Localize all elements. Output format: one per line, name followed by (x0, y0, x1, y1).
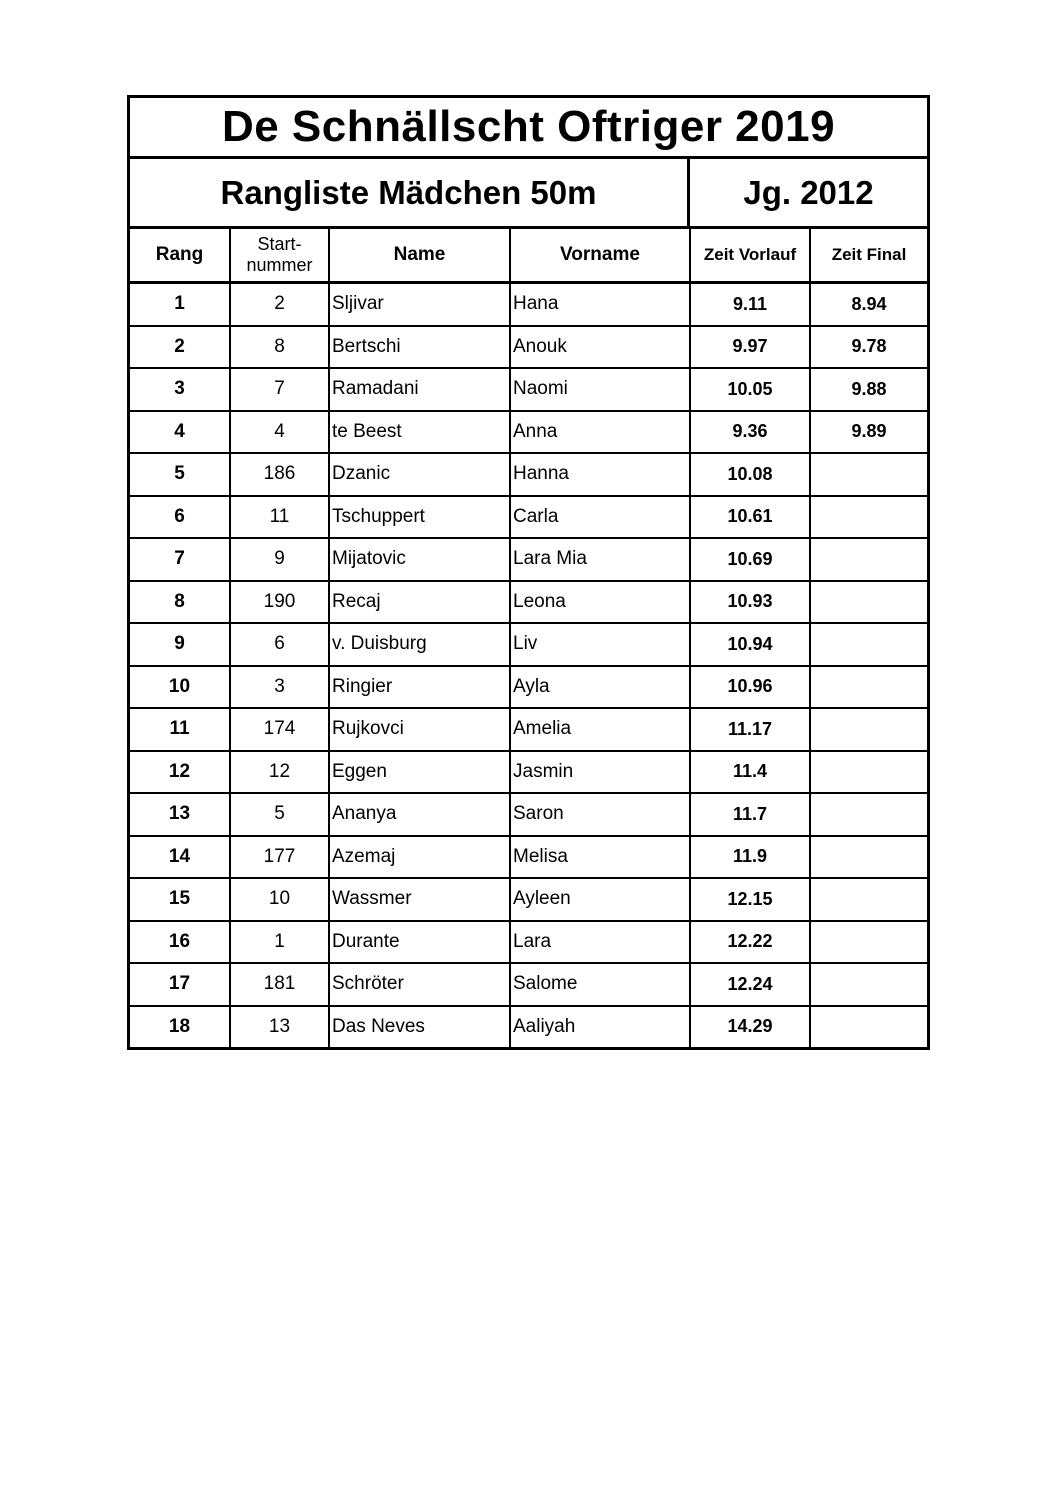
results-table (130, 229, 927, 1047)
first-name-cell: Melisa (510, 836, 690, 879)
start-number-cell: 190 (230, 581, 329, 624)
start-number-cell: 7 (230, 368, 329, 411)
name-cell: Mijatovic (329, 538, 510, 581)
first-name-cell: Salome (510, 963, 690, 1006)
start-number-cell: 10 (230, 878, 329, 921)
header-name: Name (329, 229, 510, 283)
header-rang: Rang (130, 229, 230, 283)
first-name-cell: Anna (510, 411, 690, 454)
first-name-cell: Hanna (510, 453, 690, 496)
heat-time-cell: 11.9 (690, 836, 810, 879)
start-number-cell: 11 (230, 496, 329, 539)
start-number-cell: 4 (230, 411, 329, 454)
name-cell: Sljivar (329, 283, 510, 326)
table-row (130, 538, 927, 581)
final-time-cell (810, 793, 927, 836)
name-cell: te Beest (329, 411, 510, 454)
rank-cell: 15 (130, 878, 230, 921)
rank-cell: 9 (130, 623, 230, 666)
page-title: De Schnällscht Oftriger 2019 (130, 98, 927, 159)
table-row (130, 581, 927, 624)
rank-cell: 5 (130, 453, 230, 496)
start-number-cell: 174 (230, 708, 329, 751)
first-name-cell: Liv (510, 623, 690, 666)
first-name-cell: Anouk (510, 326, 690, 369)
name-cell: Tschuppert (329, 496, 510, 539)
table-row (130, 496, 927, 539)
name-cell: Rujkovci (329, 708, 510, 751)
heat-time-cell: 14.29 (690, 1006, 810, 1048)
first-name-cell: Carla (510, 496, 690, 539)
heat-time-cell: 10.93 (690, 581, 810, 624)
heat-time-cell: 10.96 (690, 666, 810, 709)
ranking-subtitle: Rangliste Mädchen 50m (130, 159, 690, 226)
name-cell: Ringier (329, 666, 510, 709)
name-cell: Wassmer (329, 878, 510, 921)
heat-time-cell: 12.15 (690, 878, 810, 921)
table-body (130, 283, 927, 1048)
heat-time-cell: 10.94 (690, 623, 810, 666)
name-cell: v. Duisburg (329, 623, 510, 666)
table-row (130, 921, 927, 964)
rank-cell: 17 (130, 963, 230, 1006)
table-row (130, 963, 927, 1006)
first-name-cell: Ayla (510, 666, 690, 709)
first-name-cell: Naomi (510, 368, 690, 411)
first-name-cell: Lara (510, 921, 690, 964)
heat-time-cell: 11.17 (690, 708, 810, 751)
final-time-cell (810, 496, 927, 539)
final-time-cell: 9.88 (810, 368, 927, 411)
rank-cell: 6 (130, 496, 230, 539)
heat-time-cell: 10.61 (690, 496, 810, 539)
heat-time-cell: 12.22 (690, 921, 810, 964)
start-number-cell: 12 (230, 751, 329, 794)
header-startnummer (230, 229, 329, 283)
heat-time-cell: 9.11 (690, 283, 810, 326)
rank-cell: 16 (130, 921, 230, 964)
table-row (130, 1006, 927, 1048)
first-name-cell: Aaliyah (510, 1006, 690, 1048)
table-row (130, 751, 927, 794)
table-header-row (130, 229, 927, 283)
name-cell: Das Neves (329, 1006, 510, 1048)
name-cell: Recaj (329, 581, 510, 624)
table-row (130, 623, 927, 666)
start-number-cell: 177 (230, 836, 329, 879)
start-number-cell: 5 (230, 793, 329, 836)
start-number-cell: 186 (230, 453, 329, 496)
name-cell: Dzanic (329, 453, 510, 496)
name-cell: Ananya (329, 793, 510, 836)
heat-time-cell: 12.24 (690, 963, 810, 1006)
final-time-cell (810, 1006, 927, 1048)
start-number-cell: 13 (230, 1006, 329, 1048)
table-row (130, 878, 927, 921)
rank-cell: 11 (130, 708, 230, 751)
rank-cell: 8 (130, 581, 230, 624)
rank-cell: 1 (130, 283, 230, 326)
rank-cell: 12 (130, 751, 230, 794)
start-number-cell: 6 (230, 623, 329, 666)
rank-cell: 18 (130, 1006, 230, 1048)
final-time-cell (810, 538, 927, 581)
table-row (130, 411, 927, 454)
start-number-cell: 1 (230, 921, 329, 964)
start-number-cell: 8 (230, 326, 329, 369)
first-name-cell: Amelia (510, 708, 690, 751)
heat-time-cell: 10.69 (690, 538, 810, 581)
subtitle-row (130, 159, 927, 229)
birth-year-label: Jg. 2012 (743, 173, 874, 211)
first-name-cell: Ayleen (510, 878, 690, 921)
final-time-cell (810, 453, 927, 496)
name-cell: Azemaj (329, 836, 510, 879)
final-time-cell (810, 623, 927, 666)
final-time-cell (810, 751, 927, 794)
final-time-cell (810, 921, 927, 964)
heat-time-cell: 10.08 (690, 453, 810, 496)
heat-time-cell: 11.4 (690, 751, 810, 794)
final-time-cell: 9.78 (810, 326, 927, 369)
start-number-cell: 3 (230, 666, 329, 709)
final-time-cell (810, 666, 927, 709)
final-time-cell (810, 878, 927, 921)
first-name-cell: Lara Mia (510, 538, 690, 581)
rank-cell: 14 (130, 836, 230, 879)
table-row (130, 666, 927, 709)
header-vorname: Vorname (510, 229, 690, 283)
final-time-cell (810, 581, 927, 624)
name-cell: Ramadani (329, 368, 510, 411)
table-row (130, 708, 927, 751)
heat-time-cell: 11.7 (690, 793, 810, 836)
header-start-line1: Start- (257, 234, 302, 254)
header-zeit-vorlauf: Zeit Vorlauf (690, 229, 810, 283)
final-time-cell (810, 963, 927, 1006)
name-cell: Bertschi (329, 326, 510, 369)
rank-cell: 2 (130, 326, 230, 369)
header-start-line2: nummer (246, 255, 313, 275)
table-row (130, 453, 927, 496)
start-number-cell: 9 (230, 538, 329, 581)
heat-time-cell: 9.36 (690, 411, 810, 454)
table-row (130, 836, 927, 879)
ranking-sheet (127, 95, 930, 1050)
header-zeit-final: Zeit Final (810, 229, 927, 283)
first-name-cell: Saron (510, 793, 690, 836)
start-number-cell: 181 (230, 963, 329, 1006)
name-cell: Durante (329, 921, 510, 964)
final-time-cell (810, 836, 927, 879)
table-row (130, 283, 927, 326)
table-row (130, 368, 927, 411)
heat-time-cell: 10.05 (690, 368, 810, 411)
table-row (130, 326, 927, 369)
first-name-cell: Hana (510, 283, 690, 326)
rank-cell: 7 (130, 538, 230, 581)
heat-time-cell: 9.97 (690, 326, 810, 369)
table-row (130, 793, 927, 836)
first-name-cell: Jasmin (510, 751, 690, 794)
name-cell: Schröter (329, 963, 510, 1006)
rank-cell: 10 (130, 666, 230, 709)
first-name-cell: Leona (510, 581, 690, 624)
name-cell: Eggen (329, 751, 510, 794)
rank-cell: 3 (130, 368, 230, 411)
final-time-cell: 8.94 (810, 283, 927, 326)
rank-cell: 13 (130, 793, 230, 836)
final-time-cell: 9.89 (810, 411, 927, 454)
rank-cell: 4 (130, 411, 230, 454)
final-time-cell (810, 708, 927, 751)
start-number-cell: 2 (230, 283, 329, 326)
